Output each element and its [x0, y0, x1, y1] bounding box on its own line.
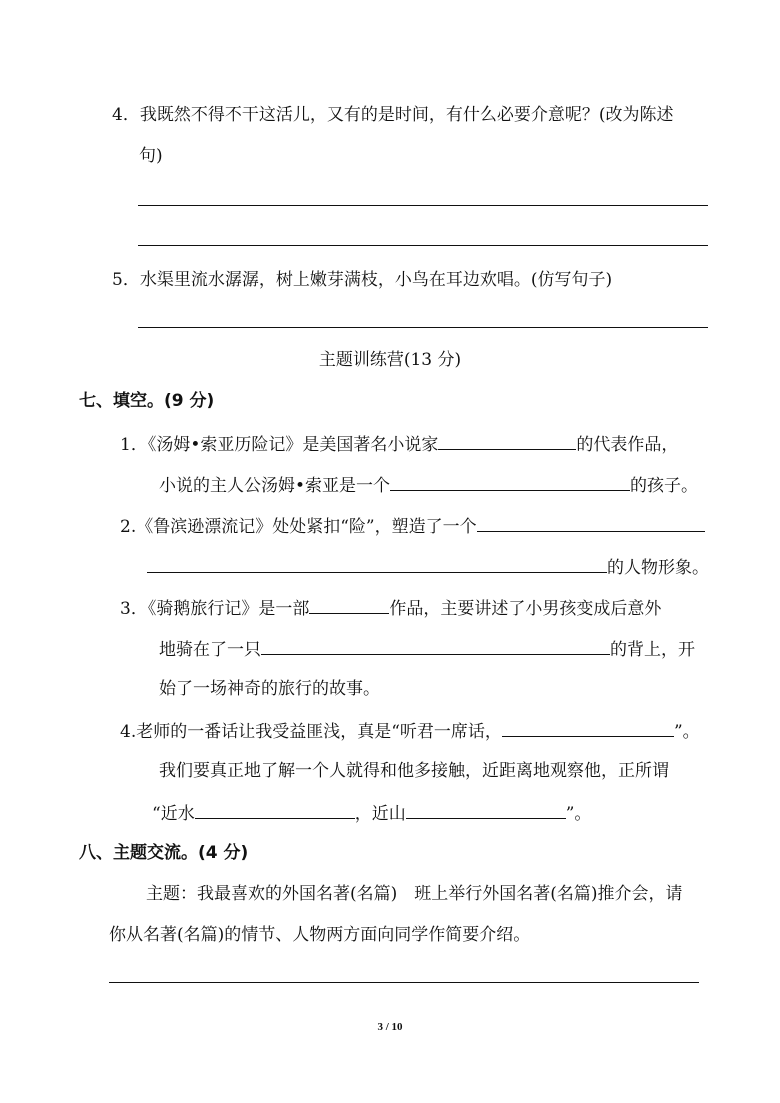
- question-text: 水渠里流水潺潺，树上嫩芽满枝，小鸟在耳边欢唱。(仿写句子): [139, 270, 613, 290]
- fill-item-2-line2: 的人物形象。: [147, 555, 709, 579]
- blank-input[interactable]: [477, 514, 705, 532]
- question-5: [112, 269, 612, 291]
- blank-input[interactable]: [438, 432, 576, 450]
- question-4: [112, 104, 673, 126]
- fill-item-2-line1: 2.《鲁滨逊漂流记》处处紧扣“险”，塑造了一个: [120, 514, 705, 538]
- fill-item-4-line3: “近水 ，近山 ”。: [152, 801, 591, 825]
- question-number: 5．: [112, 270, 140, 290]
- question-number: 4．: [112, 105, 140, 125]
- question-4-continuation: 句): [139, 146, 163, 166]
- blank-input[interactable]: [147, 555, 607, 573]
- section-8-heading: 八、主题交流。(4 分): [79, 843, 249, 863]
- blank-input[interactable]: [390, 473, 630, 491]
- blank-input[interactable]: [195, 801, 355, 819]
- section-8-prompt-line1: 主题：我最喜欢的外国名著(名篇) 班上举行外国名著(名篇)推介会，请: [146, 884, 683, 904]
- answer-line[interactable]: [138, 327, 708, 328]
- blank-input[interactable]: [261, 637, 610, 655]
- blank-input[interactable]: [502, 719, 674, 737]
- item-number: 4.: [120, 722, 137, 742]
- item-number: 2.: [120, 517, 137, 537]
- fill-item-3-line2: 地骑在了一只 的背上，开: [159, 637, 695, 661]
- blank-input[interactable]: [406, 801, 566, 819]
- item-number: 3．: [120, 599, 148, 619]
- item-number: 1．: [120, 435, 148, 455]
- answer-line[interactable]: [138, 205, 708, 206]
- answer-line[interactable]: [138, 245, 708, 246]
- fill-item-1-line1: 1．《汤姆•索亚历险记》是美国著名小说家 的代表作品，: [120, 432, 678, 456]
- fill-item-3-line1: 3．《骑鹅旅行记》是一部 作品，主要讲述了小男孩变成后意外: [120, 596, 661, 620]
- fill-item-4-line2: 我们要真正地了解一个人就得和他多接触，近距离地观察他，正所谓: [159, 761, 669, 781]
- fill-item-4-line1: 4.老师的一番话让我受益匪浅，真是“听君一席话， ”。: [120, 719, 700, 743]
- fill-item-3-line3: 始了一场神奇的旅行的故事。: [159, 679, 380, 699]
- section-title: 主题训练营(13 分): [318, 350, 462, 370]
- fill-item-1-line2: 小说的主人公汤姆•索亚是一个 的孩子。: [159, 473, 698, 497]
- page-number: 3 / 10: [377, 1021, 403, 1033]
- question-text: 我既然不得不干这活儿，又有的是时间，有什么必要介意呢？(改为陈述: [139, 105, 674, 125]
- answer-line[interactable]: [109, 982, 699, 983]
- section-7-heading: 七、填空。(9 分): [79, 391, 215, 411]
- section-8-prompt-line2: 你从名著(名篇)的情节、人物两方面向同学作简要介绍。: [109, 925, 531, 945]
- blank-input[interactable]: [309, 596, 389, 614]
